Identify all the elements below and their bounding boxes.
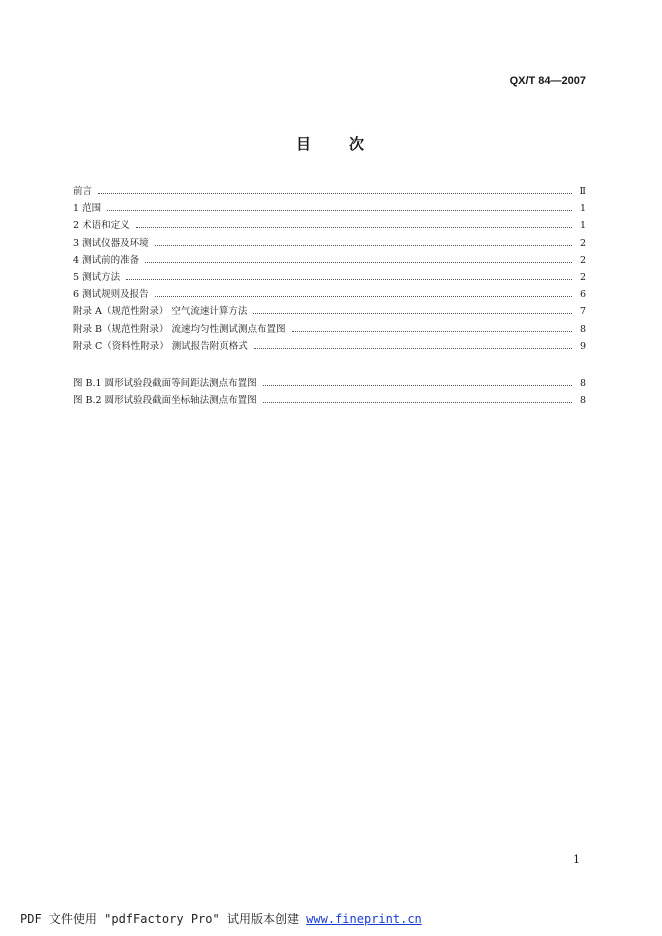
figure-entry-page: 8 [579, 378, 586, 389]
toc-entry-label: 6 测试规则及报告 [73, 289, 149, 301]
toc-entry-page: 1 [579, 203, 586, 215]
page-title [0, 133, 662, 154]
toc-entry-page: 7 [579, 306, 586, 318]
footer-text: PDF 文件使用 "pdfFactory Pro" 试用版本创建 [20, 912, 307, 926]
footer-link[interactable]: www.fineprint.cn [306, 912, 422, 926]
toc-entry-label: 2 术语和定义 [73, 220, 130, 232]
page-number: 1 [573, 853, 580, 866]
figure-entry-label: 图 B.2 圆形试验段截面坐标轴法测点布置图 [73, 395, 257, 407]
toc-entry-label: 附录 B（规范性附录） 流速均匀性测试测点布置图 [73, 323, 286, 335]
table-of-contents [73, 183, 586, 355]
dot-leader [254, 348, 572, 349]
dot-leader [98, 193, 572, 194]
figure-entry-b2[interactable] [73, 392, 586, 409]
toc-entry-methods[interactable] [73, 269, 586, 286]
dot-leader [292, 331, 572, 332]
figure-entry-label: 图 B.1 圆形试验段截面等间距法测点布置图 [73, 378, 257, 389]
pdf-footer [20, 910, 422, 927]
toc-entry-label: 附录 C（资料性附录） 测试报告附页格式 [73, 340, 248, 352]
dot-leader [155, 296, 572, 297]
toc-entry-page: 2 [579, 254, 586, 266]
standard-code: QX/T 84—2007 [509, 75, 586, 87]
figure-list [73, 375, 586, 409]
toc-entry-rules[interactable] [73, 286, 586, 303]
dot-leader [107, 210, 572, 211]
page-title-char-1: 目 [295, 135, 313, 153]
toc-entry-annex-a[interactable] [73, 303, 586, 320]
dot-leader [136, 227, 572, 228]
toc-entry-page: 9 [579, 340, 586, 352]
toc-entry-label: 5 测试方法 [73, 271, 121, 283]
dot-leader [155, 245, 572, 246]
dot-leader [253, 313, 572, 314]
dot-leader [145, 262, 572, 263]
toc-entry-page: Ⅱ [579, 186, 586, 197]
toc-entry-foreword[interactable] [73, 183, 586, 200]
dot-leader [263, 402, 572, 403]
toc-entry-scope[interactable] [73, 200, 586, 217]
toc-entry-label: 附录 A（规范性附录） 空气流速计算方法 [73, 306, 248, 318]
toc-entry-page: 8 [579, 323, 586, 335]
toc-entry-label: 4 测试前的准备 [73, 254, 140, 266]
toc-entry-page: 2 [579, 271, 586, 283]
toc-entry-annex-c[interactable] [73, 338, 586, 355]
page-title-char-2: 次 [349, 135, 367, 153]
toc-entry-terms[interactable] [73, 217, 586, 234]
dot-leader [263, 385, 572, 386]
toc-entry-label: 前言 [73, 186, 93, 197]
figure-entry-page: 8 [579, 395, 586, 407]
toc-entry-page: 6 [579, 289, 586, 301]
dot-leader [126, 279, 572, 280]
toc-entry-page: 1 [579, 220, 586, 232]
figure-entry-b1[interactable] [73, 375, 586, 392]
toc-entry-instruments[interactable] [73, 235, 586, 252]
toc-entry-label: 1 范围 [73, 203, 102, 215]
toc-entry-annex-b[interactable] [73, 321, 586, 338]
toc-entry-label: 3 测试仪器及环境 [73, 237, 149, 249]
toc-entry-page: 2 [579, 237, 586, 249]
toc-entry-preparation[interactable] [73, 252, 586, 269]
